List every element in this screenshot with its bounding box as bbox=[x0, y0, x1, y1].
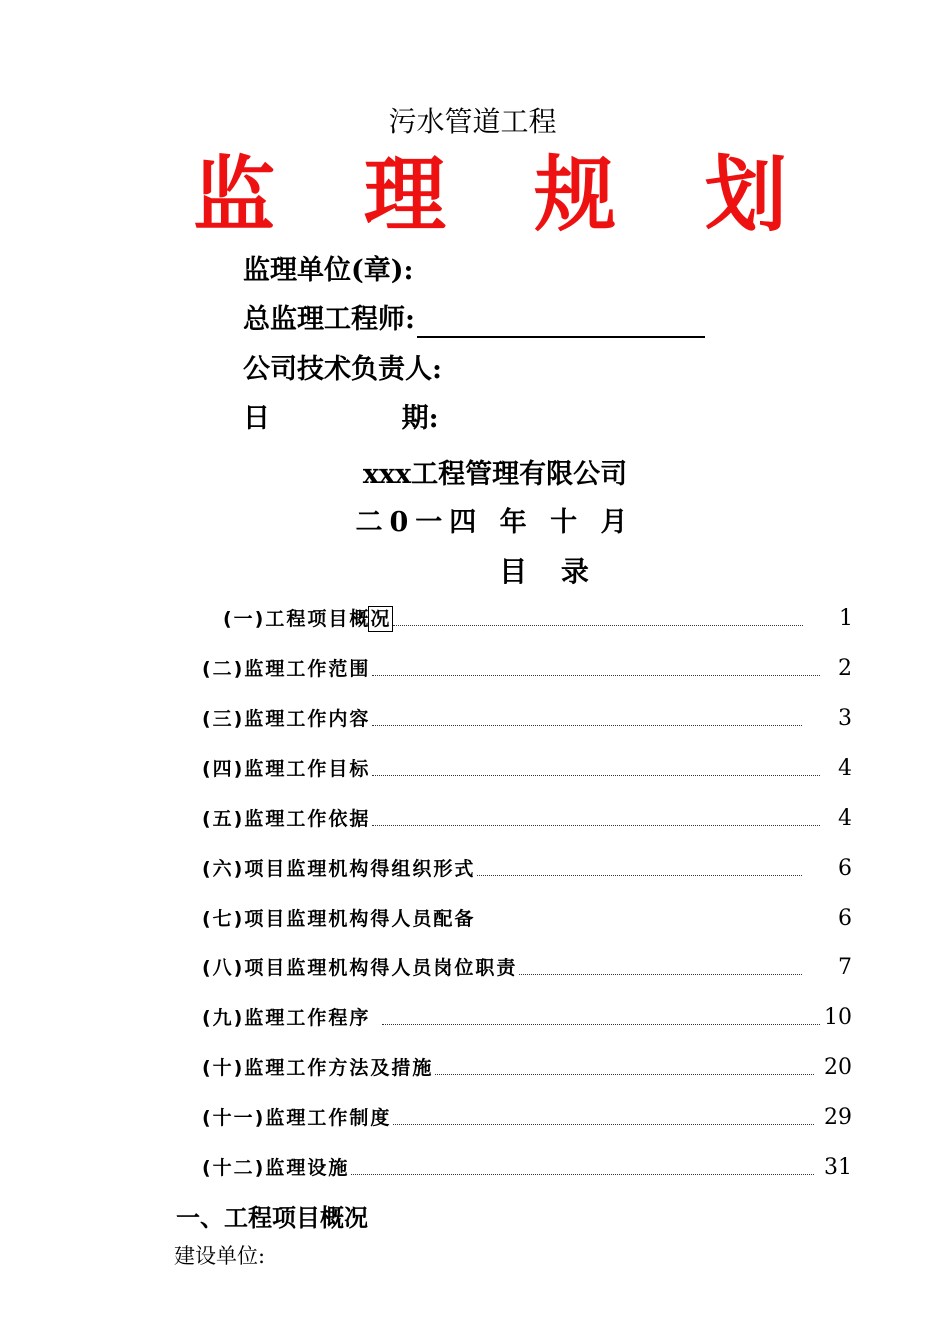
toc-leader-dots bbox=[477, 925, 820, 926]
toc-page-number: 20 bbox=[824, 1055, 852, 1080]
toc-entry[interactable] bbox=[202, 801, 852, 831]
toc-leader-dots bbox=[519, 973, 802, 975]
toc-leader-dots bbox=[382, 1023, 820, 1025]
field-label: 日 期: bbox=[243, 403, 439, 434]
section-heading: 一、工程项目概况 bbox=[176, 1203, 368, 1232]
toc-entry[interactable] bbox=[223, 601, 853, 631]
toc-page-number: 7 bbox=[838, 955, 852, 980]
document-subtitle: 污水管道工程 bbox=[388, 105, 557, 138]
toc-leader-dots bbox=[393, 1123, 814, 1125]
toc-entry-label: (二)监理工作范围 bbox=[202, 658, 371, 680]
toc-page-number: 4 bbox=[838, 806, 852, 831]
toc-entry-label: (十一)监理工作制度 bbox=[202, 1107, 392, 1129]
toc-entry-label: (七)项目监理机构得人员配备 bbox=[202, 908, 476, 930]
field-supervision-unit bbox=[243, 253, 414, 289]
toc-entry[interactable] bbox=[202, 751, 852, 781]
toc-entry-label: (五)监理工作依据 bbox=[202, 808, 371, 830]
toc-page-number: 6 bbox=[838, 856, 852, 881]
toc-entry[interactable] bbox=[202, 1050, 852, 1080]
toc-entry[interactable] bbox=[202, 851, 852, 881]
company-name: xxx工程管理有限公司 bbox=[362, 459, 628, 490]
field-date bbox=[243, 401, 439, 437]
toc-entry-label: (六)项目监理机构得组织形式 bbox=[202, 858, 476, 880]
toc-title: 目 录 bbox=[499, 555, 601, 588]
field-label: 总监理工程师: bbox=[243, 304, 415, 335]
toc-page-number: 6 bbox=[838, 906, 852, 931]
toc-entry[interactable] bbox=[202, 901, 852, 931]
toc-page-number: 3 bbox=[838, 706, 852, 731]
signature-blank-line bbox=[417, 310, 705, 338]
toc-page-number: 1 bbox=[839, 606, 853, 631]
toc-entry[interactable] bbox=[202, 1100, 852, 1130]
toc-leader-dots bbox=[477, 874, 802, 876]
toc-entry-label: (九)监理工作程序 bbox=[202, 1007, 371, 1029]
document-title: 监 理 规 划 bbox=[193, 147, 817, 243]
toc-leader-dots bbox=[372, 824, 820, 826]
field-label: 公司技术负责人: bbox=[243, 354, 442, 385]
toc-entry-label: (三)监理工作内容 bbox=[202, 708, 371, 730]
toc-entry[interactable] bbox=[202, 950, 852, 980]
toc-entry[interactable] bbox=[202, 651, 852, 681]
toc-page-number: 29 bbox=[824, 1105, 852, 1130]
highlighted-char: 况 bbox=[370, 608, 392, 630]
document-date: 二0一四 年 十 月 bbox=[355, 507, 635, 538]
toc-entry-label: (一)工程项目概况 bbox=[223, 608, 392, 630]
toc-entry-label: (四)监理工作目标 bbox=[202, 758, 371, 780]
toc-leader-dots bbox=[435, 1073, 814, 1075]
toc-page-number: 31 bbox=[824, 1155, 852, 1180]
field-label: 监理单位(章): bbox=[243, 255, 414, 286]
toc-leader-dots bbox=[372, 724, 802, 726]
toc-leader-dots bbox=[372, 774, 820, 776]
toc-entry[interactable] bbox=[202, 1000, 852, 1030]
toc-leader-dots bbox=[351, 1173, 814, 1175]
toc-page-number: 4 bbox=[838, 756, 852, 781]
body-text-line: 建设单位: bbox=[174, 1244, 266, 1268]
toc-entry[interactable] bbox=[202, 1150, 852, 1180]
toc-page-number: 10 bbox=[824, 1005, 852, 1030]
toc-entry[interactable] bbox=[202, 701, 852, 731]
toc-entry-label: (十二)监理设施 bbox=[202, 1157, 350, 1179]
toc-entry-label: (八)项目监理机构得人员岗位职责 bbox=[202, 957, 518, 979]
field-technical-lead bbox=[243, 352, 442, 388]
toc-leader-dots bbox=[372, 674, 820, 676]
toc-entry-label: (十)监理工作方法及措施 bbox=[202, 1057, 434, 1079]
toc-leader-dots bbox=[393, 624, 803, 626]
toc-page-number: 2 bbox=[838, 656, 852, 681]
field-chief-engineer bbox=[243, 302, 705, 338]
